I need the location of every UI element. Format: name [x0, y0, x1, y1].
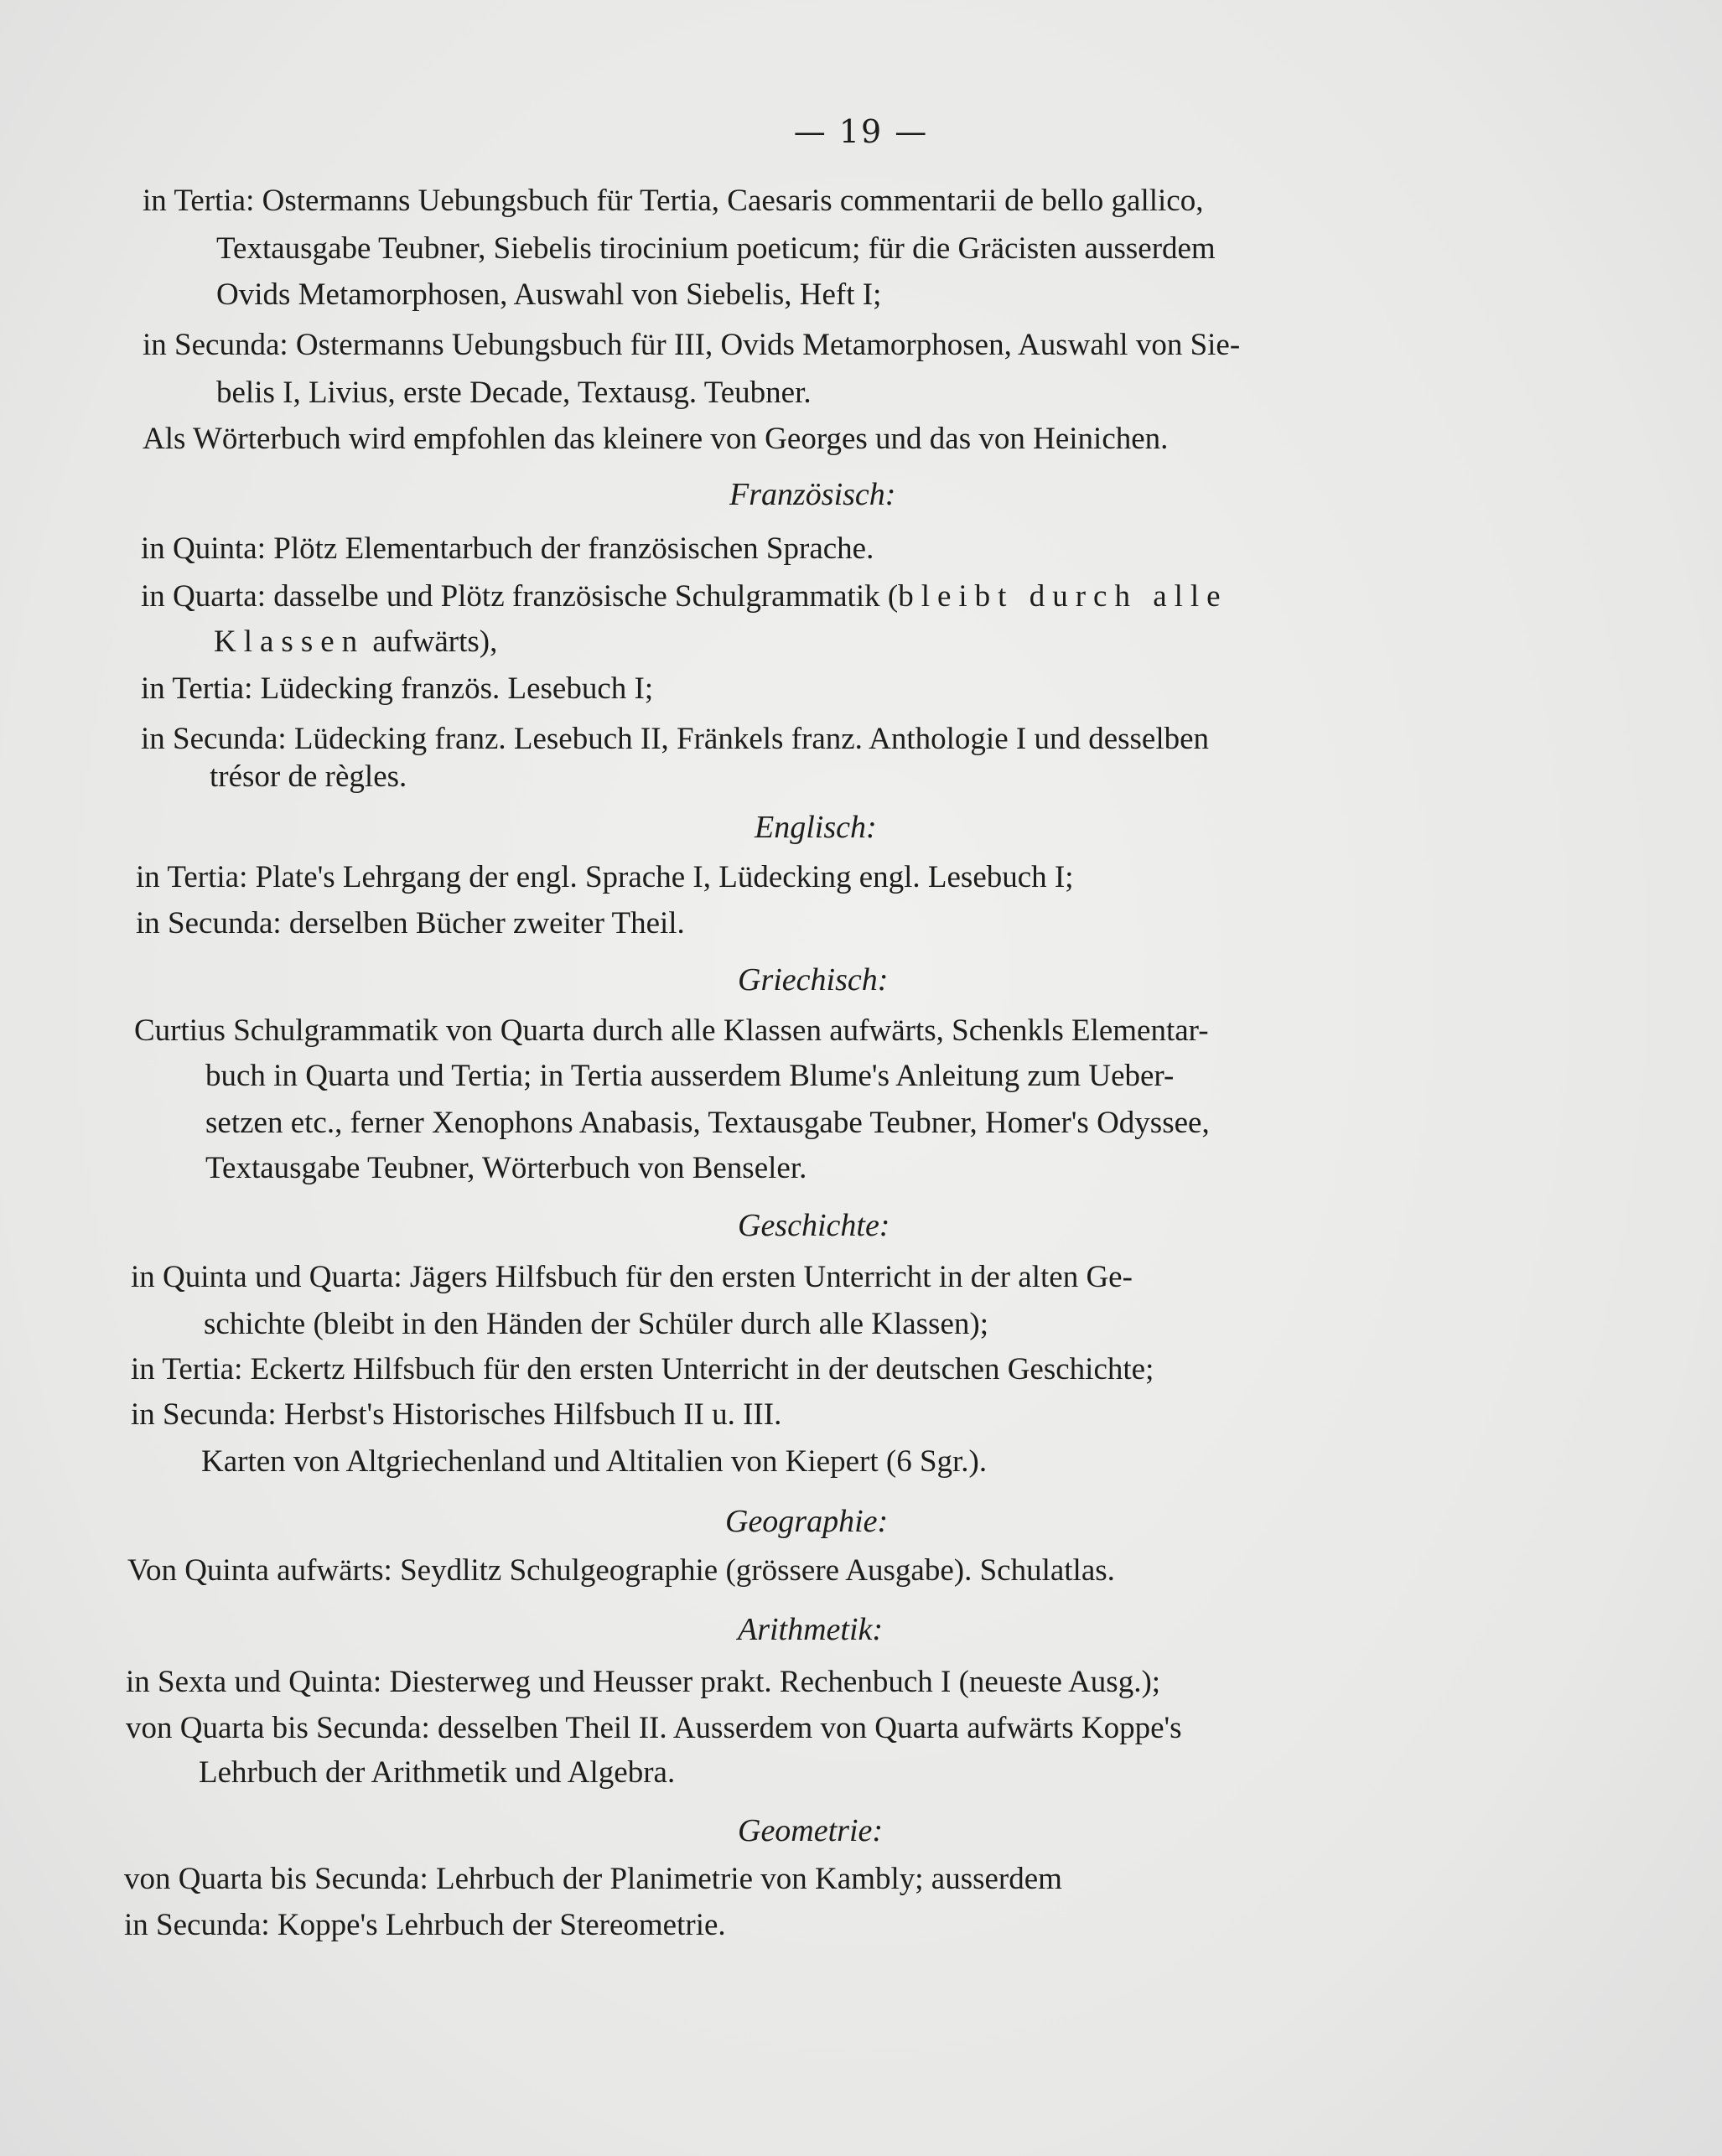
- griechisch-line-3: setzen etc., ferner Xenophons Anabasis, Textausgabe Teubner, Homer's Odyssee,: [205, 1106, 1210, 1140]
- section-heading-geschichte: Geschichte:: [738, 1208, 890, 1243]
- englisch-secunda-line: in Secunda: derselben Bücher zweiter Theil.: [136, 906, 685, 941]
- franzoesisch-quarta-text: in Quarta: dasselbe und Plötz französische Schulgrammatik (: [141, 579, 899, 614]
- latein-tertia-line-2: Textausgabe Teubner, Siebelis tirocinium poeticum; für die Gräcisten ausserdem: [216, 231, 1216, 266]
- latein-secunda-line-2: belis I, Livius, erste Decade, Textausg. Teubner.: [216, 376, 812, 410]
- section-heading-geographie: Geographie:: [725, 1504, 889, 1539]
- page-number: — 19 —: [793, 113, 929, 150]
- franzoesisch-tertia-line: in Tertia: Lüdecking französ. Lesebuch I;: [141, 671, 654, 706]
- arithmetik-line-2: von Quarta bis Secunda: desselben Theil II. Ausserdem von Quarta aufwärts Koppe's: [126, 1711, 1182, 1745]
- griechisch-line-4: Textausgabe Teubner, Wörterbuch von Benseler.: [205, 1151, 807, 1185]
- franzoesisch-quarta-spaced-text: bleibt durch alle: [898, 579, 1228, 614]
- griechisch-line-2: buch in Quarta und Tertia; in Tertia ausserdem Blume's Anleitung zum Ueber-: [205, 1059, 1175, 1093]
- franzoesisch-quinta-line: in Quinta: Plötz Elementarbuch der französischen Sprache.: [141, 531, 874, 566]
- section-heading-englisch: Englisch:: [755, 810, 877, 845]
- geschichte-karten-line: Karten von Altgriechenland und Altitalien von Kiepert (6 Sgr.).: [201, 1444, 988, 1479]
- franzoesisch-klassen-spaced-text: Klassen: [214, 625, 366, 659]
- englisch-tertia-line: in Tertia: Plate's Lehrgang der engl. Sprache I, Lüdecking engl. Lesebuch I;: [136, 860, 1074, 894]
- geographie-line: Von Quinta aufwärts: Seydlitz Schulgeographie (grössere Ausgabe). Schulatlas.: [127, 1553, 1115, 1588]
- franzoesisch-secunda-line-2: trésor de règles.: [210, 759, 407, 794]
- section-heading-geometrie: Geometrie:: [738, 1813, 884, 1848]
- franzoesisch-quarta-line-2: [214, 624, 497, 661]
- section-heading-griechisch: Griechisch:: [738, 962, 889, 998]
- geschichte-tertia-line: in Tertia: Eckertz Hilfsbuch für den ersten Unterricht in der deutschen Geschichte;: [131, 1352, 1154, 1386]
- latein-tertia-line-3: Ovids Metamorphosen, Auswahl von Siebelis, Heft I;: [216, 277, 882, 312]
- geometrie-line-1: von Quarta bis Secunda: Lehrbuch der Planimetrie von Kambly; ausserdem: [124, 1862, 1062, 1896]
- franzoesisch-secunda-line-1: in Secunda: Lüdecking franz. Lesebuch II, Fränkels franz. Anthologie I und desselben: [141, 722, 1210, 756]
- arithmetik-line-3: Lehrbuch der Arithmetik und Algebra.: [199, 1755, 676, 1790]
- franzoesisch-quarta-line-1: [141, 578, 1228, 615]
- latein-tertia-line-1: in Tertia: Ostermanns Uebungsbuch für Tertia, Caesaris commentarii de bello gallico,: [143, 184, 1204, 218]
- section-heading-franzoesisch: Französisch:: [729, 477, 896, 512]
- arithmetik-line-1: in Sexta und Quinta: Diesterweg und Heusser prakt. Rechenbuch I (neueste Ausg.);: [126, 1665, 1161, 1699]
- franzoesisch-aufwaerts-text: aufwärts),: [365, 625, 498, 659]
- latein-woerterbuch-line: Als Wörterbuch wird empfohlen das kleinere von Georges und das von Heinichen.: [143, 422, 1169, 456]
- geschichte-quinta-line-1: in Quinta und Quarta: Jägers Hilfsbuch für den ersten Unterricht in der alten Ge-: [131, 1260, 1133, 1294]
- geometrie-line-2: in Secunda: Koppe's Lehrbuch der Stereometrie.: [124, 1908, 726, 1942]
- section-heading-arithmetik: Arithmetik:: [738, 1612, 884, 1647]
- geschichte-secunda-line: in Secunda: Herbst's Historisches Hilfsbuch II u. III.: [131, 1397, 782, 1432]
- latein-secunda-line-1: in Secunda: Ostermanns Uebungsbuch für III, Ovids Metamorphosen, Auswahl von Sie-: [143, 328, 1241, 362]
- geschichte-quinta-line-2: schichte (bleibt in den Händen der Schüler durch alle Klassen);: [204, 1307, 988, 1341]
- griechisch-line-1: Curtius Schulgrammatik von Quarta durch alle Klassen aufwärts, Schenkls Elementar-: [134, 1013, 1209, 1048]
